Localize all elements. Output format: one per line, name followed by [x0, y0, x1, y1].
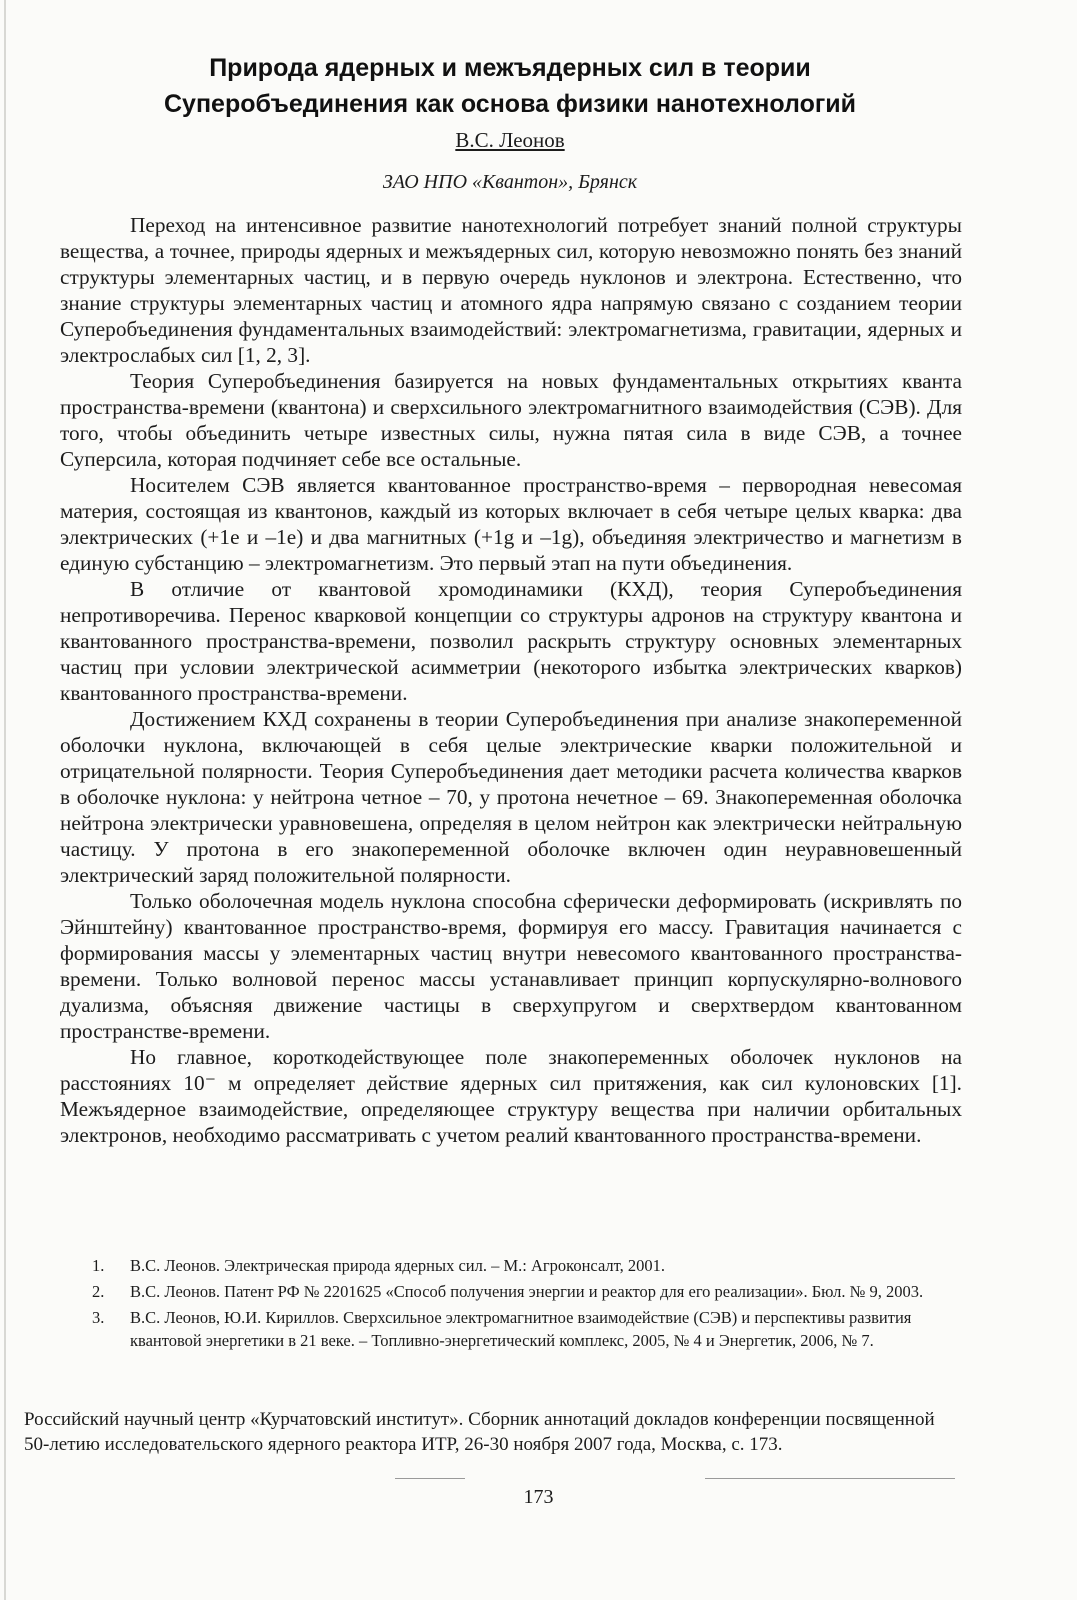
reference-item: [92, 1280, 962, 1303]
paragraph: Достижением КХД сохранены в теории Суперобъединения при анализе знакопеременной оболочки нуклона, включающей в себя целые электрические кварки положительной и отрицательной полярности. Теория Суперобъединения дает методики расчета количества кварков в оболочке нуклона: у нейтрона четное – 70, у протона нечетное – 69. Знакопеременная оболочка нейтрона электрически уравновешена, определяя в целом нейтрон как электрически нейтральную частицу. У протона в его знакопеременной оболочке включен один неуравновешенный электрический заряд положительной полярности.: [60, 707, 962, 887]
title-line-2: Суперобъединения как основа физики нанотехнологий: [163, 90, 857, 118]
paragraph: Но главное, короткодействующее поле знакопеременных оболочек нуклонов на расстояниях 10⁻ м определяет действие ядерных сил притяжения, как сил кулоновских [1]. Межъядерное взаимодействие, определяющее структуру вещества при наличии орбитальных электронов, необходимо рассматривать с учетом реалий квантованного пространства-времени.: [60, 1045, 962, 1147]
reference-number: 2.: [92, 1282, 105, 1301]
paper-title: [60, 50, 960, 122]
reference-item: [92, 1254, 962, 1277]
paragraph: Теория Суперобъединения базируется на новых фундаментальных открытиях кванта пространства-времени (квантона) и сверхсильного электромагнитного взаимодействия (СЭВ). Для того, чтобы объединить четыре известных силы, нужна пятая сила в виде СЭВ, а точнее Суперсила, которая подчиняет себе все остальные.: [60, 369, 962, 471]
paragraph: Только оболочечная модель нуклона способна сферически деформировать (искривлять по Эйнштейну) квантованное пространство-время, формируя его массу. Гравитация начинается с формирования массы у элементарных частиц внутри невесомого квантованного пространства-времени. Только волновой перенос массы устанавливает принцип корпускулярно-волнового дуализма, объясняя движение частицы в сверхупругом и сверхтвердом квантованном пространстве-времени.: [60, 889, 962, 1043]
title-line-1: Природа ядерных и межъядерных сил в теории: [209, 54, 811, 82]
scan-artifact-line: [395, 1478, 465, 1479]
body-text: [60, 212, 962, 1148]
paragraph: В отличие от квантовой хромодинамики (КХД), теория Суперобъединения непротиворечива. Перенос кварковой концепции со структуры адронов на структуру квантона и квантованного пространства-времени, позволил раскрыть структуру основных элементарных частиц при условии электрической асимметрии (некоторого избытка электрических кварков) квантованного пространства-времени.: [60, 577, 962, 705]
references-list: [92, 1254, 962, 1355]
author: В.С. Леонов: [455, 128, 565, 152]
paragraph: Носителем СЭВ является квантованное пространство-время – первородная невесомая материя, состоящая из квантонов, каждый из которых включает в себя четыре целых кварка: два электрических (+1e и –1e) и два магнитных (+1g и –1g), объединяя электричество и магнетизм в единую субстанцию – электромагнетизм. Это первый этап на пути объединения.: [60, 473, 962, 575]
affiliation: ЗАО НПО «Квантон», Брянск: [382, 171, 638, 193]
paragraph: Переход на интенсивное развитие нанотехнологий потребует знаний полной структуры вещества, а точнее, природы ядерных и межъядерных сил, которую невозможно понять без знаний структуры элементарных частиц, и в первую очередь нуклонов и электрона. Естественно, что знание структуры элементарных частиц и атомного ядра напрямую связано с созданием теории Суперобъединения фундаментальных взаимодействий: электромагнетизма, гравитации, ядерных и электрослабых сил [1, 2, 3].: [60, 213, 962, 367]
reference-number: 1.: [92, 1256, 105, 1275]
reference-item: [92, 1306, 962, 1352]
source-note: Российский научный центр «Курчатовский институт». Сборник аннотаций докладов конференции посвященной 50-летию исследовательского ядерного реактора ИТР, 26-30 ноября 2007 года, Москва, с. 173.: [24, 1409, 935, 1455]
reference-text: В.С. Леонов. Электрическая природа ядерных сил. – М.: Агроконсалт, 2001.: [130, 1256, 666, 1275]
reference-number: 3.: [92, 1308, 105, 1327]
scan-edge: [4, 0, 6, 1600]
page-number: 173: [523, 1486, 554, 1508]
reference-text: В.С. Леонов. Патент РФ № 2201625 «Способ получения энергии и реактор для его реализации». Бюл. № 9, 2003.: [130, 1282, 924, 1301]
reference-text: В.С. Леонов, Ю.И. Кириллов. Сверхсильное электромагнитное взаимодействие (СЭВ) и перспективы развития квантовой энергетики в 21 веке. – Топливно-энергетический комплекс, 2005, № 4 и Энергетик, 2006, № 7.: [130, 1308, 912, 1350]
scan-artifact-line: [705, 1478, 955, 1479]
